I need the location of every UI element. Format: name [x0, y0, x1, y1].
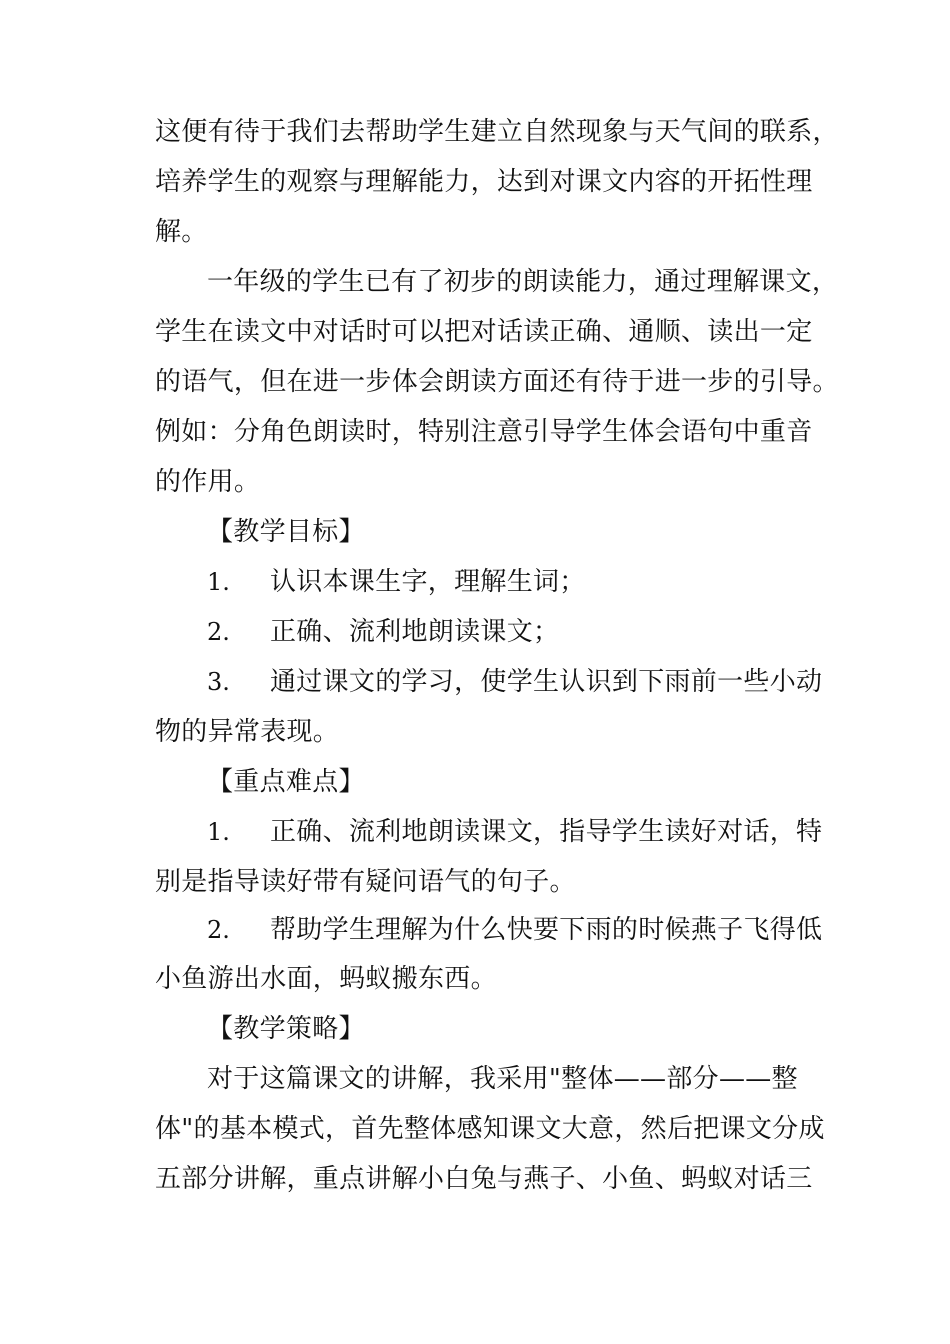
para2-line-4: 例如：分角色朗读时，特别注意引导学生体会语句中重音	[155, 417, 813, 447]
strategy-line-1: 对于这篇课文的讲解，我采用"整体——部分——整	[207, 1064, 798, 1094]
goals-item-3-text-cont: 物的异常表现。	[155, 717, 340, 747]
keypoints-item-2-number: 2.	[207, 916, 230, 944]
para2-line-3: 的语气，但在进一步体会朗读方面还有待于进一步的引导。	[155, 367, 839, 397]
goals-item-2-number: 2.	[207, 618, 230, 646]
strategy-heading: 【教学策略】	[207, 1014, 365, 1044]
keypoints-item-1-number: 1.	[207, 818, 230, 846]
goals-item-2-text: 正确、流利地朗读课文；	[270, 617, 560, 647]
keypoints-item-1-text-cont: 别是指导读好带有疑问语气的句子。	[155, 867, 576, 897]
para2-line-1: 一年级的学生已有了初步的朗读能力，通过理解课文，	[207, 267, 839, 297]
goals-item-1-number: 1.	[207, 568, 230, 596]
strategy-line-3: 五部分讲解，重点讲解小白兔与燕子、小鱼、蚂蚁对话三	[155, 1164, 813, 1194]
para2-line-5: 的作用。	[155, 467, 261, 497]
goals-item-3-number: 3.	[207, 668, 230, 696]
para2-line-2: 学生在读文中对话时可以把对话读正确、通顺、读出一定	[155, 317, 813, 347]
para1-line-3: 解。	[155, 217, 208, 247]
keypoints-item-2-text-cont: 小鱼游出水面，蚂蚁搬东西。	[155, 964, 497, 994]
keypoints-heading: 【重点难点】	[207, 767, 365, 797]
goals-item-3-text: 通过课文的学习，使学生认识到下雨前一些小动	[270, 667, 823, 697]
para1-line-1: 这便有待于我们去帮助学生建立自然现象与天气间的联系，	[155, 117, 839, 147]
goals-item-1-text: 认识本课生字，理解生词；	[270, 567, 586, 597]
goals-heading: 【教学目标】	[207, 517, 365, 547]
keypoints-item-1-text: 正确、流利地朗读课文，指导学生读好对话，特	[270, 817, 823, 847]
para1-line-2: 培养学生的观察与理解能力，达到对课文内容的开拓性理	[155, 167, 813, 197]
keypoints-item-2-text: 帮助学生理解为什么快要下雨的时候燕子飞得低	[270, 915, 823, 945]
strategy-line-2: 体"的基本模式，首先整体感知课文大意，然后把课文分成	[155, 1114, 825, 1144]
